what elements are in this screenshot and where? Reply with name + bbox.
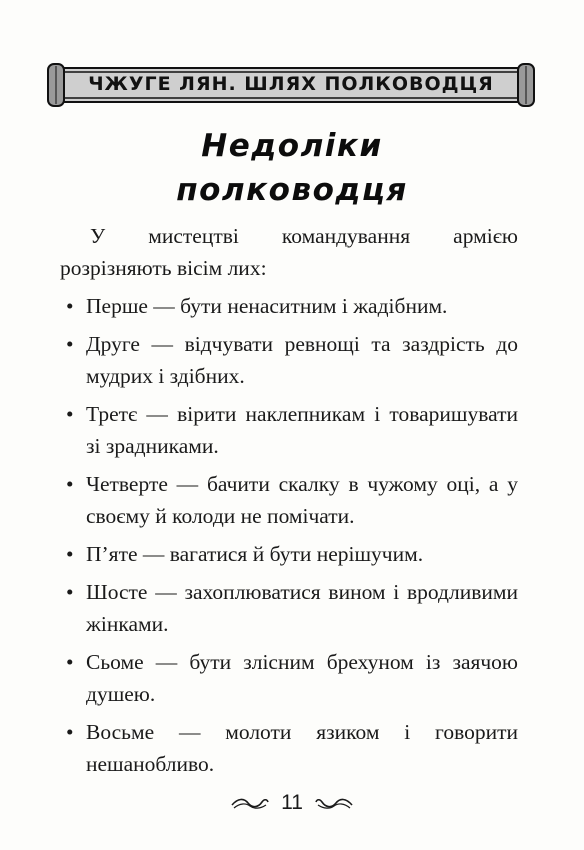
evils-list (60, 290, 518, 780)
list-item (60, 328, 518, 392)
swirl-ornament-icon (230, 796, 270, 810)
body-text (60, 220, 518, 786)
page-footer (0, 786, 584, 816)
swirl-ornament-icon (314, 796, 354, 810)
list-item (60, 538, 518, 570)
bullet-icon: • (66, 402, 74, 426)
list-item-text: Третє — вірити наклепникам і товаришувати зі зрадниками. (86, 402, 518, 458)
chapter-title-line-1: Недоліки (201, 128, 383, 164)
list-item (60, 716, 518, 780)
bullet-icon: • (66, 472, 74, 496)
bullet-icon: • (66, 294, 74, 318)
bullet-icon: • (66, 720, 74, 744)
chapter-title-line-2: полководця (176, 172, 408, 208)
bullet-icon: • (66, 332, 74, 356)
list-item-text: Сьоме — бути злісним брехуном із заячою душею. (86, 650, 518, 706)
list-item-text: Друге — відчувати ревнощі та заздрість до мудрих і здібних. (86, 332, 518, 388)
bullet-icon: • (66, 542, 74, 566)
list-item-text: Перше — бути ненаситним і жадібним. (86, 294, 448, 318)
running-header-title: ЧЖУГЕ ЛЯН. ШЛЯХ ПОЛКОВОДЦЯ (88, 73, 494, 95)
page-number: 11 (281, 790, 303, 814)
list-item (60, 398, 518, 462)
list-item-text: Шосте — захоплюватися вином і вродливими жінками. (86, 580, 518, 636)
intro-paragraph: У мистецтві командування армією розрізняють вісім лих: (60, 224, 518, 280)
list-item (60, 290, 518, 322)
list-item-text: Четверте — бачити скалку в чужому оці, а у своєму й колоди не помічати. (86, 472, 518, 528)
header-banner (46, 62, 536, 108)
list-item (60, 646, 518, 710)
bullet-icon: • (66, 650, 74, 674)
chapter-title (0, 124, 584, 212)
list-item-text: Восьме — молоти язиком і говорити нешанобливо. (86, 720, 518, 776)
list-item (60, 468, 518, 532)
list-item (60, 576, 518, 640)
bullet-icon: • (66, 580, 74, 604)
list-item-text: П’яте — вагатися й бути нерішучим. (86, 542, 424, 566)
